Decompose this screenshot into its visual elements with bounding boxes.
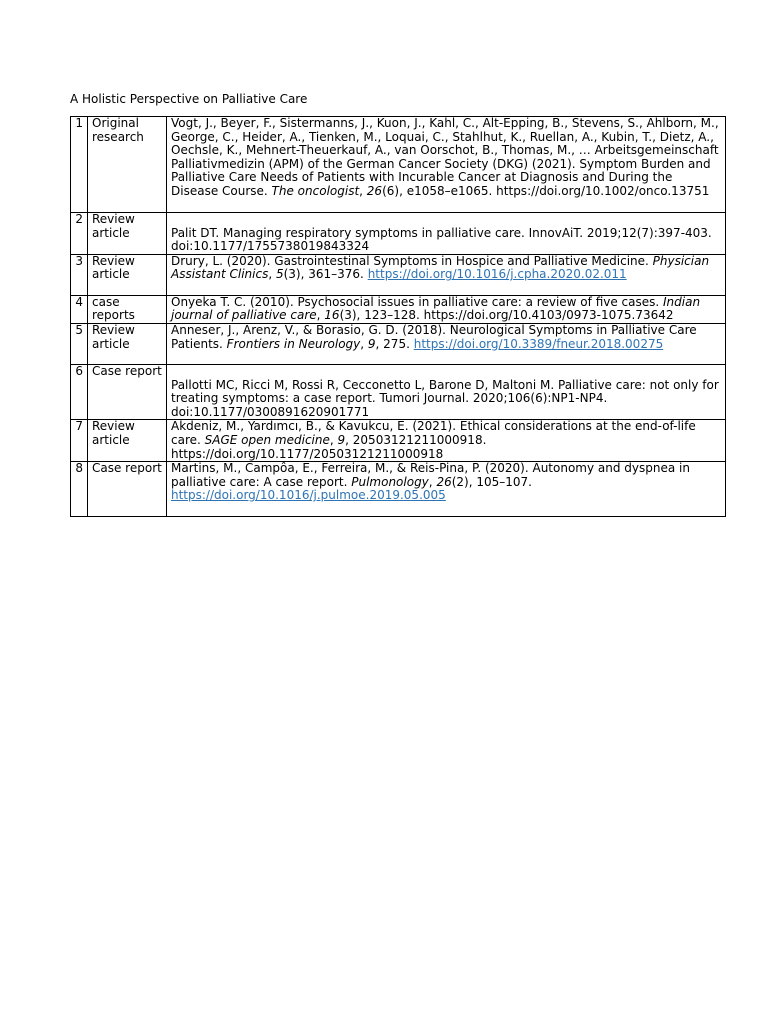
citation — [167, 420, 726, 462]
journal-volume: 26 — [366, 183, 383, 198]
citation-text: Vogt, J., Beyer, F., Sistermanns, J., Kuon, J., Kahl, C., Alt-Epping, B., Stevens, S., Ahlborn, M., George, C., Heider, A., Tienken, M., Loquai, C., Stahlhut, K., Ruellan, A., Kubin, T., Dietz, A., Oechsle, K., Mehnert-Theuerkauf, A., van Oorschot, B., Thomas, M., … Arbeitsgemeinschaft Palliativmedizin (APM) of the German Cancer Society (DKG) (2021). Symptom Burden and Palliative Care Needs of Patients with Incurable Cancer at Diagnosis and During the Disease Course. — [171, 116, 719, 198]
table-row — [71, 364, 726, 419]
study-type: Review article — [88, 254, 167, 295]
citation-sep: , — [428, 474, 437, 489]
study-type: Review article — [88, 213, 167, 255]
doi-link[interactable]: https://doi.org/10.3389/fneur.2018.00275 — [413, 336, 664, 351]
citation-text: Pallotti MC, Ricci M, Rossi R, Cecconetto L, Barone D, Maltoni M. Palliative care: not only for treating symptoms: a case report. Tumori Journal. 2020;106(6):NP1-NP4. doi:10.1177/0300891620901771 — [171, 377, 719, 419]
citation-sep: , — [268, 267, 276, 282]
journal-name: SAGE open medicine — [204, 432, 330, 447]
journal-volume: 9 — [367, 336, 376, 351]
citation — [167, 462, 726, 517]
doi-link[interactable]: https://doi.org/10.1016/j.pulmoe.2019.05.005 — [171, 488, 446, 503]
citation-text: Anneser, J., Arenz, V., & Borasio, G. D. (2018). Neurological Symptoms in Palliative Care Patients. — [171, 322, 697, 351]
journal-volume: 16 — [324, 308, 340, 323]
journal-name: Indian journal of palliative care — [171, 294, 701, 323]
citation-text: Palit DT. Managing respiratory symptoms in palliative care. InnovAiT. 2019;12(7):397-403. doi:10.1177/1755738019843324 — [171, 225, 712, 254]
row-number: 6 — [71, 364, 88, 419]
document-title: A Holistic Perspective on Palliative Care — [70, 92, 308, 106]
references-table — [70, 116, 726, 517]
journal-name: Pulmonology — [351, 474, 429, 489]
citation-text: Drury, L. (2020). Gastrointestinal Symptoms in Hospice and Palliative Medicine. — [171, 253, 653, 268]
row-number: 7 — [71, 420, 88, 462]
citation — [167, 323, 726, 364]
row-number: 1 — [71, 117, 88, 213]
row-number: 3 — [71, 254, 88, 295]
study-type: Review article — [88, 323, 167, 364]
study-type: case reports — [88, 295, 167, 323]
citation-tail: , 20503121211000918. https://doi.org/10.1177/20503121211000918 — [171, 432, 487, 461]
journal-volume: 5 — [275, 267, 284, 282]
journal-name: The oncologist — [271, 183, 360, 198]
journal-volume: 9 — [337, 432, 346, 447]
citation-sep: , — [360, 336, 368, 351]
study-type: Original research — [88, 117, 167, 213]
citation — [167, 254, 726, 295]
citation-tail: (2), 105–107. — [451, 474, 532, 489]
citation-sep: , — [359, 183, 367, 198]
study-type: Case report — [88, 364, 167, 419]
table-row — [71, 254, 726, 295]
study-type: Case report — [88, 462, 167, 517]
journal-name: Frontiers in Neurology — [226, 336, 361, 351]
table-row — [71, 117, 726, 213]
citation-tail: (3), 123–128. https://doi.org/10.4103/0973-1075.73642 — [339, 308, 674, 323]
citation-tail: (3), 361–376. — [283, 267, 368, 282]
journal-name: Physician Assistant Clinics — [171, 253, 710, 282]
table-row — [71, 213, 726, 255]
row-number: 4 — [71, 295, 88, 323]
row-number: 5 — [71, 323, 88, 364]
citation — [167, 295, 726, 323]
table-row — [71, 323, 726, 364]
citation-tail: , 275. — [375, 336, 414, 351]
citation — [167, 364, 726, 419]
row-number: 2 — [71, 213, 88, 255]
table-row — [71, 295, 726, 323]
citation-text: Akdeniz, M., Yardımcı, B., & Kavukcu, E. (2021). Ethical considerations at the end-of-life care. — [171, 419, 696, 447]
row-number: 8 — [71, 462, 88, 517]
citation-sep: , — [316, 308, 325, 323]
journal-volume: 26 — [436, 474, 452, 489]
citation — [167, 117, 726, 213]
citation-text: Onyeka T. C. (2010). Psychosocial issues in palliative care: a review of five cases. — [171, 294, 664, 309]
citation — [167, 213, 726, 255]
citation-text: Martins, M., Campôa, E., Ferreira, M., & Reis-Pina, P. (2020). Autonomy and dyspnea in palliative care: A case report. — [171, 461, 690, 489]
table-row — [71, 420, 726, 462]
study-type: Review article — [88, 420, 167, 462]
table-row — [71, 462, 726, 517]
citation-tail: (6), e1058–e1065. https://doi.org/10.1002/onco.13751 — [382, 183, 710, 198]
doi-link[interactable]: https://doi.org/10.1016/j.cpha.2020.02.011 — [367, 267, 627, 282]
citation-sep: , — [329, 432, 338, 447]
